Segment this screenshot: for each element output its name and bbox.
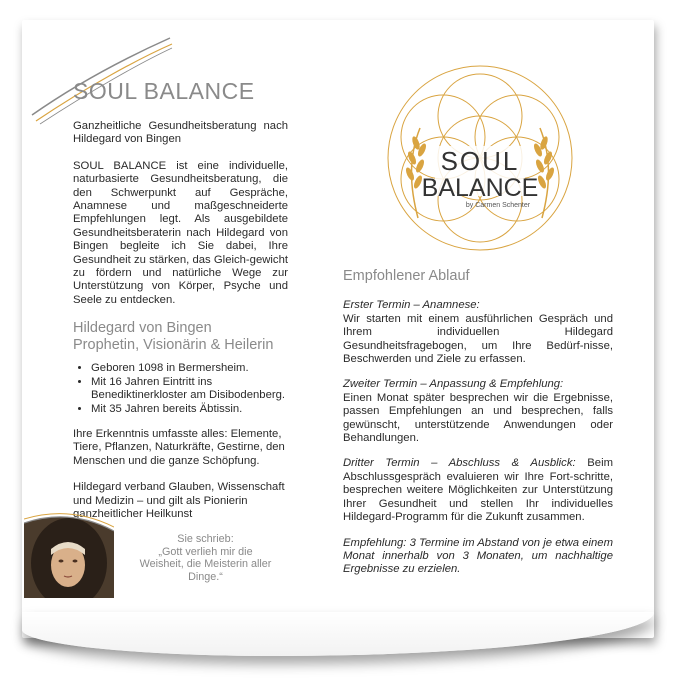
step-1 xyxy=(343,299,613,366)
hildegard-portrait xyxy=(24,503,114,598)
hildegard-heading-line-1: Hildegard von Bingen xyxy=(73,320,212,337)
logo-word-balance: BALANCE xyxy=(421,174,539,202)
bio-list xyxy=(73,362,288,416)
subtitle: Ganzheitliche Gesundheitsberatung nach Hildegard von Bingen xyxy=(73,120,288,146)
logo-byline: by Carmen Schenter xyxy=(465,202,531,209)
knowledge-paragraph: Ihre Erkenntnis umfasste alles: Elemente, Tiere, Pflanzen, Naturkräfte, Gestirne, den Menschen und die ganze Schöpfung. xyxy=(73,427,285,467)
quote-block xyxy=(138,533,273,583)
page-curl-shadow xyxy=(22,612,654,656)
step-2-text: Einen Monat später besprechen wir die Ergebnisse, passen Empfehlungen an und besprechen, falls gewünscht, unterstützende Anwendungen oder Behandlungen. xyxy=(343,391,613,445)
step-3-title: Dritter Termin – Abschluss & Ausblick: xyxy=(343,457,576,470)
quote-text: „Gott verlieh mir die Weisheit, die Meisterin aller Dinge.“ xyxy=(139,545,272,583)
list-item: • Mit 35 Jahren bereits Äbtissin. xyxy=(91,403,288,416)
step-1-text: Wir starten mit einem ausführlichen Gespräch und Ihrem individuellen Hildegard Gesundheitsfragebogen, um Ihre Bedürf-nisse, Beschwerden und Ziele zu erfassen. xyxy=(343,312,613,366)
hildegard-heading-line-2: Prophetin, Visionärin & Heilerin xyxy=(73,337,274,354)
hildegard-heading xyxy=(73,320,288,354)
quote-intro: Sie schrieb: xyxy=(177,533,234,545)
step-3-text: Beim Abschlussgespräch evaluieren wir Ihre Fort-schritte, besprechen weitere Möglichkeiten zur Unterstützung Ihrer Gesundheit und stellen Ihr individuelles Hildegard-Programm für die Zukunft zusammen. xyxy=(343,457,613,524)
logo-word-soul: SOUL xyxy=(440,146,520,176)
right-column xyxy=(343,270,613,589)
step-2-title: Zweiter Termin – Anpassung & Empfehlung: xyxy=(343,378,564,391)
page-title: SOUL BALANCE xyxy=(73,78,255,104)
process-heading: Empfohlener Ablauf xyxy=(343,268,470,284)
soul-balance-logo xyxy=(380,58,580,258)
step-2 xyxy=(343,378,613,445)
list-item: • Geboren 1098 in Bermersheim. xyxy=(91,362,288,375)
intro-paragraph: SOUL BALANCE ist eine individuelle, naturbasierte Gesundheitsberatung, die den Schwerpunkt auf Gespräche, Anamnese und maßgeschneiderte Empfehlungen legt. Als ausgebildete Gesundheitsberaterin nach Hildegard von Bingen begleite ich Sie dabei, Ihre Gesundheit zu stärken, das Gleich-gewicht zu fördern und natürliche Wege zur Unterstützung von Körper, Psyche und Seele zu entdecken. xyxy=(73,159,288,306)
list-item: • Mit 16 Jahren Eintritt ins Benediktinerkloster am Disibodenberg. xyxy=(91,376,288,403)
step-1-title: Erster Termin – Anamnese: xyxy=(343,299,480,312)
recommendation: Empfehlung: 3 Termine im Abstand von je etwa einem Monat innerhalb von 3 Monaten, um nachhaltige Ergebnisse zu erzielen. xyxy=(343,536,613,576)
pioneer-paragraph: Hildegard verband Glauben, Wissenschaft und Medizin – und gilt als Pionierin ganzheitlicher Heilkunst xyxy=(73,481,285,520)
step-3 xyxy=(343,457,613,524)
left-column xyxy=(73,78,288,534)
